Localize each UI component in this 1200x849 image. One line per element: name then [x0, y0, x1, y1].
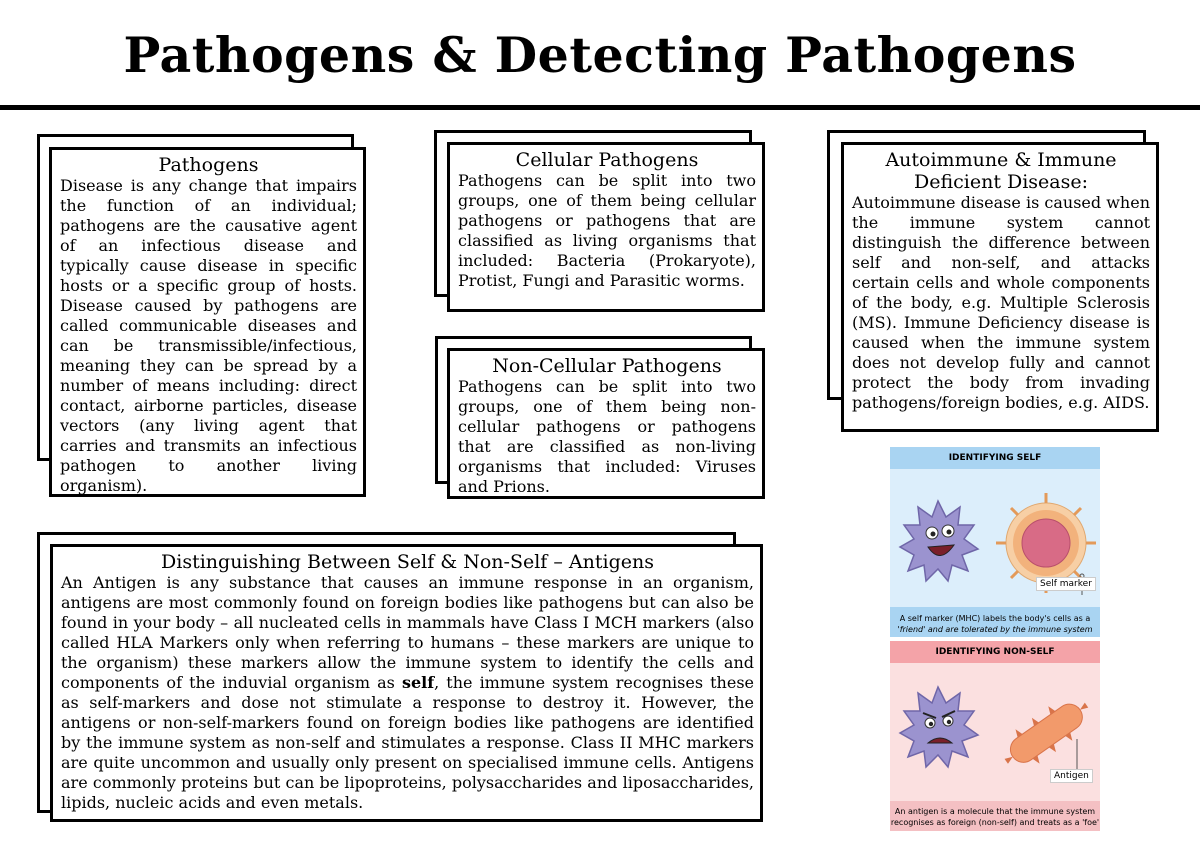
angry-immune-cell-icon: [900, 687, 978, 767]
antigens-body: An Antigen is any substance that causes an immune response in an organism, antigens are most commonly found on foreign bodies like pathogens but can also be found in your body – all nucleated cells in mammals have Class I MCH markers (also called HLA Markers only when referring to humans – these markers are unique to the organism) these markers allow the immune system to identify the cells and components of the induvial organism as self, the immune system recognises these as self-markers and dose not stimulate a response to destroy it. However, the antigens or non-self-markers found on foreign bodies like pathogens are identified by the immune system as non-self and stimulates a response. Class II MHC markers are quite uncommon and usually only present on specialised immune cells. Antigens are commonly proteins but can be lipoproteins, polysaccharides and liposaccharides, lipids, nucleic acids and even metals.: [61, 573, 755, 812]
pathogens-body: Disease is any change that impairs the function of an individual; pathogens are the causative agent of an infectious disease and typically cause disease in specific hosts or a specific group of hosts. Disease caused by pathogens are called communicable diseases and can be transmissible/infectious, meaning they can be spread by a number of means including: direct contact, airborne particles, disease vectors (any living agent that carries and transmits an infectious pathogen to another living organism).: [60, 176, 357, 495]
happy-immune-cell-icon: [900, 501, 978, 581]
self-emphasis: self: [401, 673, 435, 692]
title-divider: [0, 105, 1200, 110]
self-marker-label: Self marker: [1036, 577, 1096, 591]
nonself-caption-line2: recognises as foreign (non-self) and treats as a 'foe': [890, 818, 1100, 827]
noncellular-body: Pathogens can be split into two groups, one of them being non-cellular pathogens or pathogens that are classified as non-living organisms that included: Viruses and Prions.: [458, 377, 756, 496]
autoimmune-box: [841, 142, 1159, 432]
noncellular-box: [447, 348, 765, 499]
cellular-box: [447, 142, 765, 312]
page-title: Pathogens & Detecting Pathogens: [123, 26, 1077, 84]
bacterium-icon: [994, 688, 1098, 779]
self-caption-line2: 'friend' and are tolerated by the immune system: [897, 625, 1093, 634]
self-nonself-figure: [890, 447, 1100, 831]
antigen-label: Antigen: [1050, 769, 1093, 783]
pathogens-box: [49, 147, 366, 497]
autoimmune-body: Autoimmune disease is caused when the immune system cannot distinguish the difference between self and non-self, and attacks certain cells and whole components of the body, e.g. Multiple Sclerosis (MS). Immune Deficiency disease is caused when the immune system does not develop fully and cannot protect the body from invading pathogens/foreign bodies, e.g. AIDS.: [852, 193, 1150, 412]
self-header: IDENTIFYING SELF: [890, 447, 1100, 469]
pathogens-heading: Pathogens: [158, 154, 259, 176]
nonself-caption-line1: An antigen is a molecule that the immune system: [894, 807, 1096, 816]
autoimmune-heading: Autoimmune & Immune Deficient Disease:: [885, 149, 1117, 193]
cellular-body: Pathogens can be split into two groups, one of them being cellular pathogens or pathogens that are classified as living organisms that included: Bacteria (Prokaryote), Protist, Fungi and Parasitic worms.: [458, 171, 756, 290]
noncellular-heading: Non-Cellular Pathogens: [492, 355, 722, 377]
cellular-heading: Cellular Pathogens: [515, 149, 699, 171]
antigens-heading: Distinguishing Between Self & Non-Self – Antigens: [161, 551, 654, 573]
nonself-header: IDENTIFYING NON-SELF: [890, 641, 1100, 663]
antigens-box: [50, 544, 763, 822]
self-caption-line1: A self marker (MHC) labels the body's cells as a: [899, 614, 1091, 623]
